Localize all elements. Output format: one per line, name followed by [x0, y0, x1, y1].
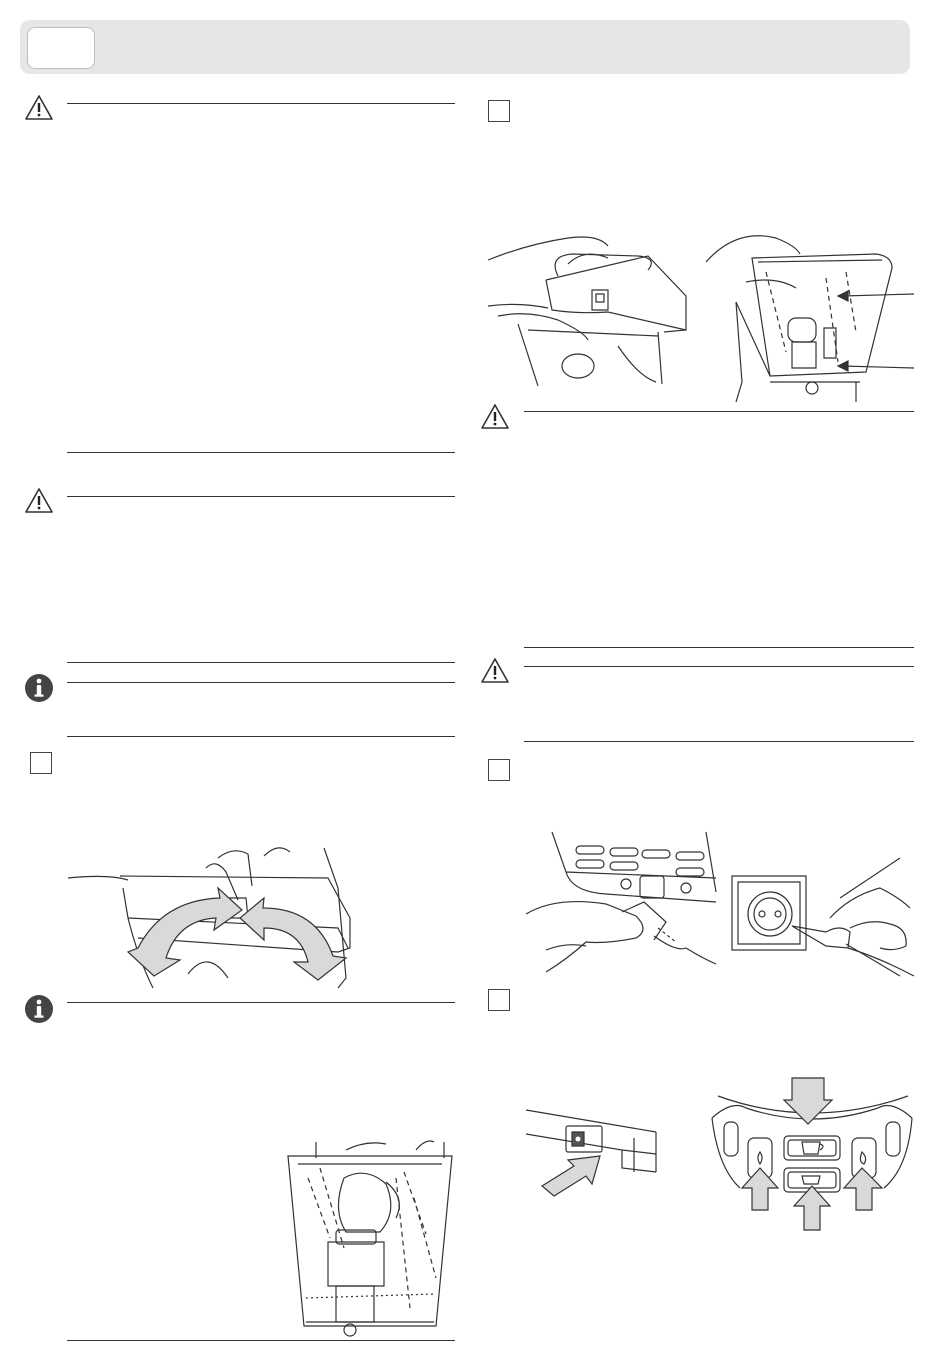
water-tank-filter-illustration [286, 1138, 454, 1338]
tank-lid-release-illustration [68, 848, 358, 988]
warning-triangle-icon [24, 487, 54, 514]
tank-removal-illustration-left [488, 236, 688, 386]
warning-triangle-icon [480, 657, 510, 684]
warning-triangle-icon [24, 94, 54, 121]
warning-1-bottom-rule [67, 452, 455, 453]
header-bar [20, 20, 910, 74]
power-cord-illustration-left [526, 832, 720, 974]
info-2-top-rule [67, 1002, 455, 1003]
control-panel-illustration [712, 1078, 912, 1234]
step-checkbox-icon [488, 989, 510, 1011]
tank-removal-illustration-right [706, 232, 914, 404]
warning-triangle-icon [480, 403, 510, 430]
step-checkbox-icon [30, 752, 52, 774]
info-circle-icon [24, 994, 54, 1024]
power-switch-illustration [526, 1110, 658, 1188]
step-checkbox-icon [488, 759, 510, 781]
info-1-bottom-rule [67, 736, 455, 737]
warning-1-top-rule [67, 103, 455, 104]
info-1-top-rule [67, 682, 455, 683]
warning-3-top-rule [524, 411, 914, 412]
step-checkbox-icon [488, 100, 510, 122]
info-2-bottom-rule [67, 1340, 455, 1341]
warning-2-top-rule [67, 496, 455, 497]
wall-socket-illustration [730, 858, 914, 976]
info-circle-icon [24, 673, 54, 703]
page-number-tab [27, 27, 95, 69]
warning-3-bottom-rule [524, 647, 914, 648]
warning-4-top-rule [524, 666, 914, 667]
warning-2-bottom-rule [67, 662, 455, 663]
warning-4-bottom-rule [524, 741, 914, 742]
